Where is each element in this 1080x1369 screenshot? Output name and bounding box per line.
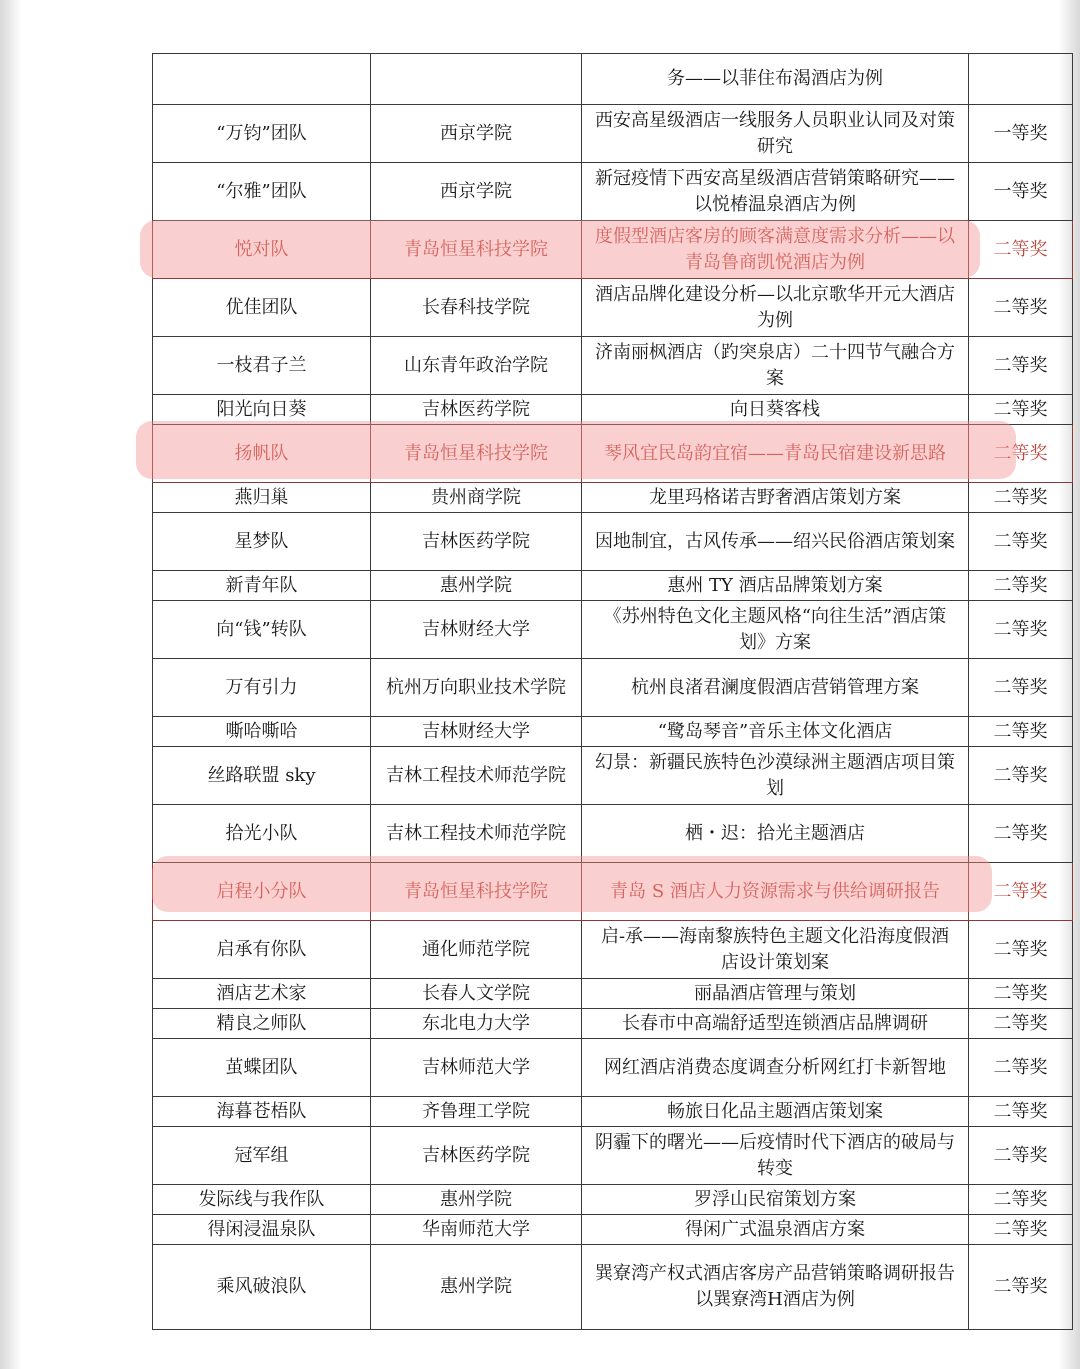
prize-cell: 一等奖 bbox=[969, 105, 1073, 163]
project-title-cell: 罗浮山民宿策划方案 bbox=[582, 1185, 969, 1215]
project-title-cell: 阴霾下的曙光——后疫情时代下酒店的破局与转变 bbox=[582, 1127, 969, 1185]
project-title-cell: 酒店品牌化建设分析—以北京歌华开元大酒店为例 bbox=[582, 279, 969, 337]
table-row bbox=[153, 513, 1073, 571]
project-title-cell: 幻景：新疆民族特色沙漠绿洲主题酒店项目策划 bbox=[582, 747, 969, 805]
team-cell bbox=[153, 54, 371, 105]
table-row-highlighted bbox=[153, 863, 1073, 921]
prize-cell: 二等奖 bbox=[969, 747, 1073, 805]
project-title-cell: “鹭岛琴音”音乐主体文化酒店 bbox=[582, 717, 969, 747]
table-row bbox=[153, 279, 1073, 337]
project-title-cell: 网红酒店消费态度调查分析网红打卡新智地 bbox=[582, 1039, 969, 1097]
table-row bbox=[153, 54, 1073, 105]
table-row-highlighted bbox=[153, 425, 1073, 483]
school-cell: 东北电力大学 bbox=[371, 1009, 582, 1039]
prize-cell: 二等奖 bbox=[969, 1245, 1073, 1330]
prize-cell: 二等奖 bbox=[969, 425, 1073, 483]
prize-cell: 二等奖 bbox=[969, 279, 1073, 337]
school-cell bbox=[371, 54, 582, 105]
school-cell: 吉林医药学院 bbox=[371, 395, 582, 425]
table-row bbox=[153, 1215, 1073, 1245]
school-cell: 青岛恒星科技学院 bbox=[371, 425, 582, 483]
school-cell: 杭州万向职业技术学院 bbox=[371, 659, 582, 717]
team-cell: 优佳团队 bbox=[153, 279, 371, 337]
project-title-cell: 丽晶酒店管理与策划 bbox=[582, 979, 969, 1009]
team-cell: “尔雅”团队 bbox=[153, 163, 371, 221]
project-title-cell: 惠州 TY 酒店品牌策划方案 bbox=[582, 571, 969, 601]
prize-cell: 二等奖 bbox=[969, 483, 1073, 513]
prize-cell: 二等奖 bbox=[969, 221, 1073, 279]
prize-cell: 二等奖 bbox=[969, 805, 1073, 863]
table-row bbox=[153, 571, 1073, 601]
table-row bbox=[153, 805, 1073, 863]
team-cell: 乘风破浪队 bbox=[153, 1245, 371, 1330]
team-cell: 丝路联盟 sky bbox=[153, 747, 371, 805]
project-title-cell: 得闲广式温泉酒店方案 bbox=[582, 1215, 969, 1245]
school-cell: 吉林财经大学 bbox=[371, 601, 582, 659]
project-title-cell: 畅旅日化品主题酒店策划案 bbox=[582, 1097, 969, 1127]
school-cell: 惠州学院 bbox=[371, 1185, 582, 1215]
prize-cell: 二等奖 bbox=[969, 659, 1073, 717]
table-row bbox=[153, 1245, 1073, 1330]
school-cell: 山东青年政治学院 bbox=[371, 337, 582, 395]
school-cell: 吉林师范大学 bbox=[371, 1039, 582, 1097]
school-cell: 吉林财经大学 bbox=[371, 717, 582, 747]
project-title-cell: 龙里玛格诺吉野奢酒店策划方案 bbox=[582, 483, 969, 513]
table-row bbox=[153, 1009, 1073, 1039]
team-cell: 嘶哈嘶哈 bbox=[153, 717, 371, 747]
project-title-cell: 西安高星级酒店一线服务人员职业认同及对策研究 bbox=[582, 105, 969, 163]
prize-cell: 二等奖 bbox=[969, 1097, 1073, 1127]
table-row bbox=[153, 601, 1073, 659]
school-cell: 华南师范大学 bbox=[371, 1215, 582, 1245]
project-title-cell: 因地制宜，古风传承——绍兴民俗酒店策划案 bbox=[582, 513, 969, 571]
project-title-cell: 向日葵客栈 bbox=[582, 395, 969, 425]
school-cell: 青岛恒星科技学院 bbox=[371, 863, 582, 921]
table-row bbox=[153, 921, 1073, 979]
team-cell: 得闲浸温泉队 bbox=[153, 1215, 371, 1245]
table-row bbox=[153, 1185, 1073, 1215]
team-cell: 酒店艺术家 bbox=[153, 979, 371, 1009]
project-title-cell: 琴风宜民岛韵宜宿——青岛民宿建设新思路 bbox=[582, 425, 969, 483]
project-title-cell: 新冠疫情下西安高星级酒店营销策略研究——以悦椿温泉酒店为例 bbox=[582, 163, 969, 221]
school-cell: 惠州学院 bbox=[371, 571, 582, 601]
team-cell: 拾光小队 bbox=[153, 805, 371, 863]
prize-cell: 二等奖 bbox=[969, 717, 1073, 747]
school-cell: 吉林医药学院 bbox=[371, 513, 582, 571]
team-cell: 扬帆队 bbox=[153, 425, 371, 483]
table-row bbox=[153, 979, 1073, 1009]
project-title-cell: 《苏州特色文化主题风格“向往生活”酒店策划》方案 bbox=[582, 601, 969, 659]
table-row bbox=[153, 1039, 1073, 1097]
prize-cell: 二等奖 bbox=[969, 863, 1073, 921]
project-title-cell: 度假型酒店客房的顾客满意度需求分析——以青岛鲁商凯悦酒店为例 bbox=[582, 221, 969, 279]
project-title-cell: 巽寮湾产权式酒店客房产品营销策略调研报告以巽寮湾H酒店为例 bbox=[582, 1245, 969, 1330]
prize-cell: 二等奖 bbox=[969, 395, 1073, 425]
project-title-cell: 济南丽枫酒店（趵突泉店）二十四节气融合方案 bbox=[582, 337, 969, 395]
team-cell: 精良之师队 bbox=[153, 1009, 371, 1039]
prize-cell: 二等奖 bbox=[969, 571, 1073, 601]
school-cell: 长春人文学院 bbox=[371, 979, 582, 1009]
table-row bbox=[153, 1127, 1073, 1185]
school-cell: 吉林工程技术师范学院 bbox=[371, 805, 582, 863]
prize-cell: 二等奖 bbox=[969, 1185, 1073, 1215]
table-row bbox=[153, 395, 1073, 425]
school-cell: 吉林工程技术师范学院 bbox=[371, 747, 582, 805]
team-cell: 万有引力 bbox=[153, 659, 371, 717]
team-cell: “万钧”团队 bbox=[153, 105, 371, 163]
prize-cell: 二等奖 bbox=[969, 1215, 1073, 1245]
project-title-cell: 启-承——海南黎族特色主题文化沿海度假酒店设计策划案 bbox=[582, 921, 969, 979]
table-row bbox=[153, 163, 1073, 221]
table-row bbox=[153, 747, 1073, 805]
prize-cell: 二等奖 bbox=[969, 1009, 1073, 1039]
table-row-highlighted bbox=[153, 221, 1073, 279]
team-cell: 燕归巢 bbox=[153, 483, 371, 513]
school-cell: 长春科技学院 bbox=[371, 279, 582, 337]
prize-cell: 一等奖 bbox=[969, 163, 1073, 221]
team-cell: 发际线与我作队 bbox=[153, 1185, 371, 1215]
team-cell: 启承有你队 bbox=[153, 921, 371, 979]
school-cell: 贵州商学院 bbox=[371, 483, 582, 513]
table-row bbox=[153, 659, 1073, 717]
project-title-cell: 青岛 S 酒店人力资源需求与供给调研报告 bbox=[582, 863, 969, 921]
school-cell: 通化师范学院 bbox=[371, 921, 582, 979]
school-cell: 吉林医药学院 bbox=[371, 1127, 582, 1185]
school-cell: 西京学院 bbox=[371, 163, 582, 221]
award-results-table bbox=[152, 53, 1073, 1330]
school-cell: 青岛恒星科技学院 bbox=[371, 221, 582, 279]
prize-cell bbox=[969, 54, 1073, 105]
table-row bbox=[153, 337, 1073, 395]
table-row bbox=[153, 483, 1073, 513]
prize-cell: 二等奖 bbox=[969, 1127, 1073, 1185]
team-cell: 一枝君子兰 bbox=[153, 337, 371, 395]
team-cell: 悦对队 bbox=[153, 221, 371, 279]
prize-cell: 二等奖 bbox=[969, 921, 1073, 979]
school-cell: 齐鲁理工学院 bbox=[371, 1097, 582, 1127]
team-cell: 海暮苍梧队 bbox=[153, 1097, 371, 1127]
team-cell: 茧蝶团队 bbox=[153, 1039, 371, 1097]
table-row bbox=[153, 717, 1073, 747]
prize-cell: 二等奖 bbox=[969, 979, 1073, 1009]
team-cell: 新青年队 bbox=[153, 571, 371, 601]
prize-cell: 二等奖 bbox=[969, 513, 1073, 571]
page-edge-shadow-left bbox=[0, 0, 22, 1369]
team-cell: 向“钱”转队 bbox=[153, 601, 371, 659]
project-title-cell: 栖・迟：拾光主题酒店 bbox=[582, 805, 969, 863]
team-cell: 启程小分队 bbox=[153, 863, 371, 921]
project-title-cell: 长春市中高端舒适型连锁酒店品牌调研 bbox=[582, 1009, 969, 1039]
prize-cell: 二等奖 bbox=[969, 1039, 1073, 1097]
team-cell: 阳光向日葵 bbox=[153, 395, 371, 425]
school-cell: 西京学院 bbox=[371, 105, 582, 163]
project-title-cell: 杭州良渚君澜度假酒店营销管理方案 bbox=[582, 659, 969, 717]
prize-cell: 二等奖 bbox=[969, 601, 1073, 659]
table-row bbox=[153, 105, 1073, 163]
prize-cell: 二等奖 bbox=[969, 337, 1073, 395]
team-cell: 冠军组 bbox=[153, 1127, 371, 1185]
table-row bbox=[153, 1097, 1073, 1127]
team-cell: 星梦队 bbox=[153, 513, 371, 571]
project-title-cell: 务——以菲住布渴酒店为例 bbox=[582, 54, 969, 105]
school-cell: 惠州学院 bbox=[371, 1245, 582, 1330]
